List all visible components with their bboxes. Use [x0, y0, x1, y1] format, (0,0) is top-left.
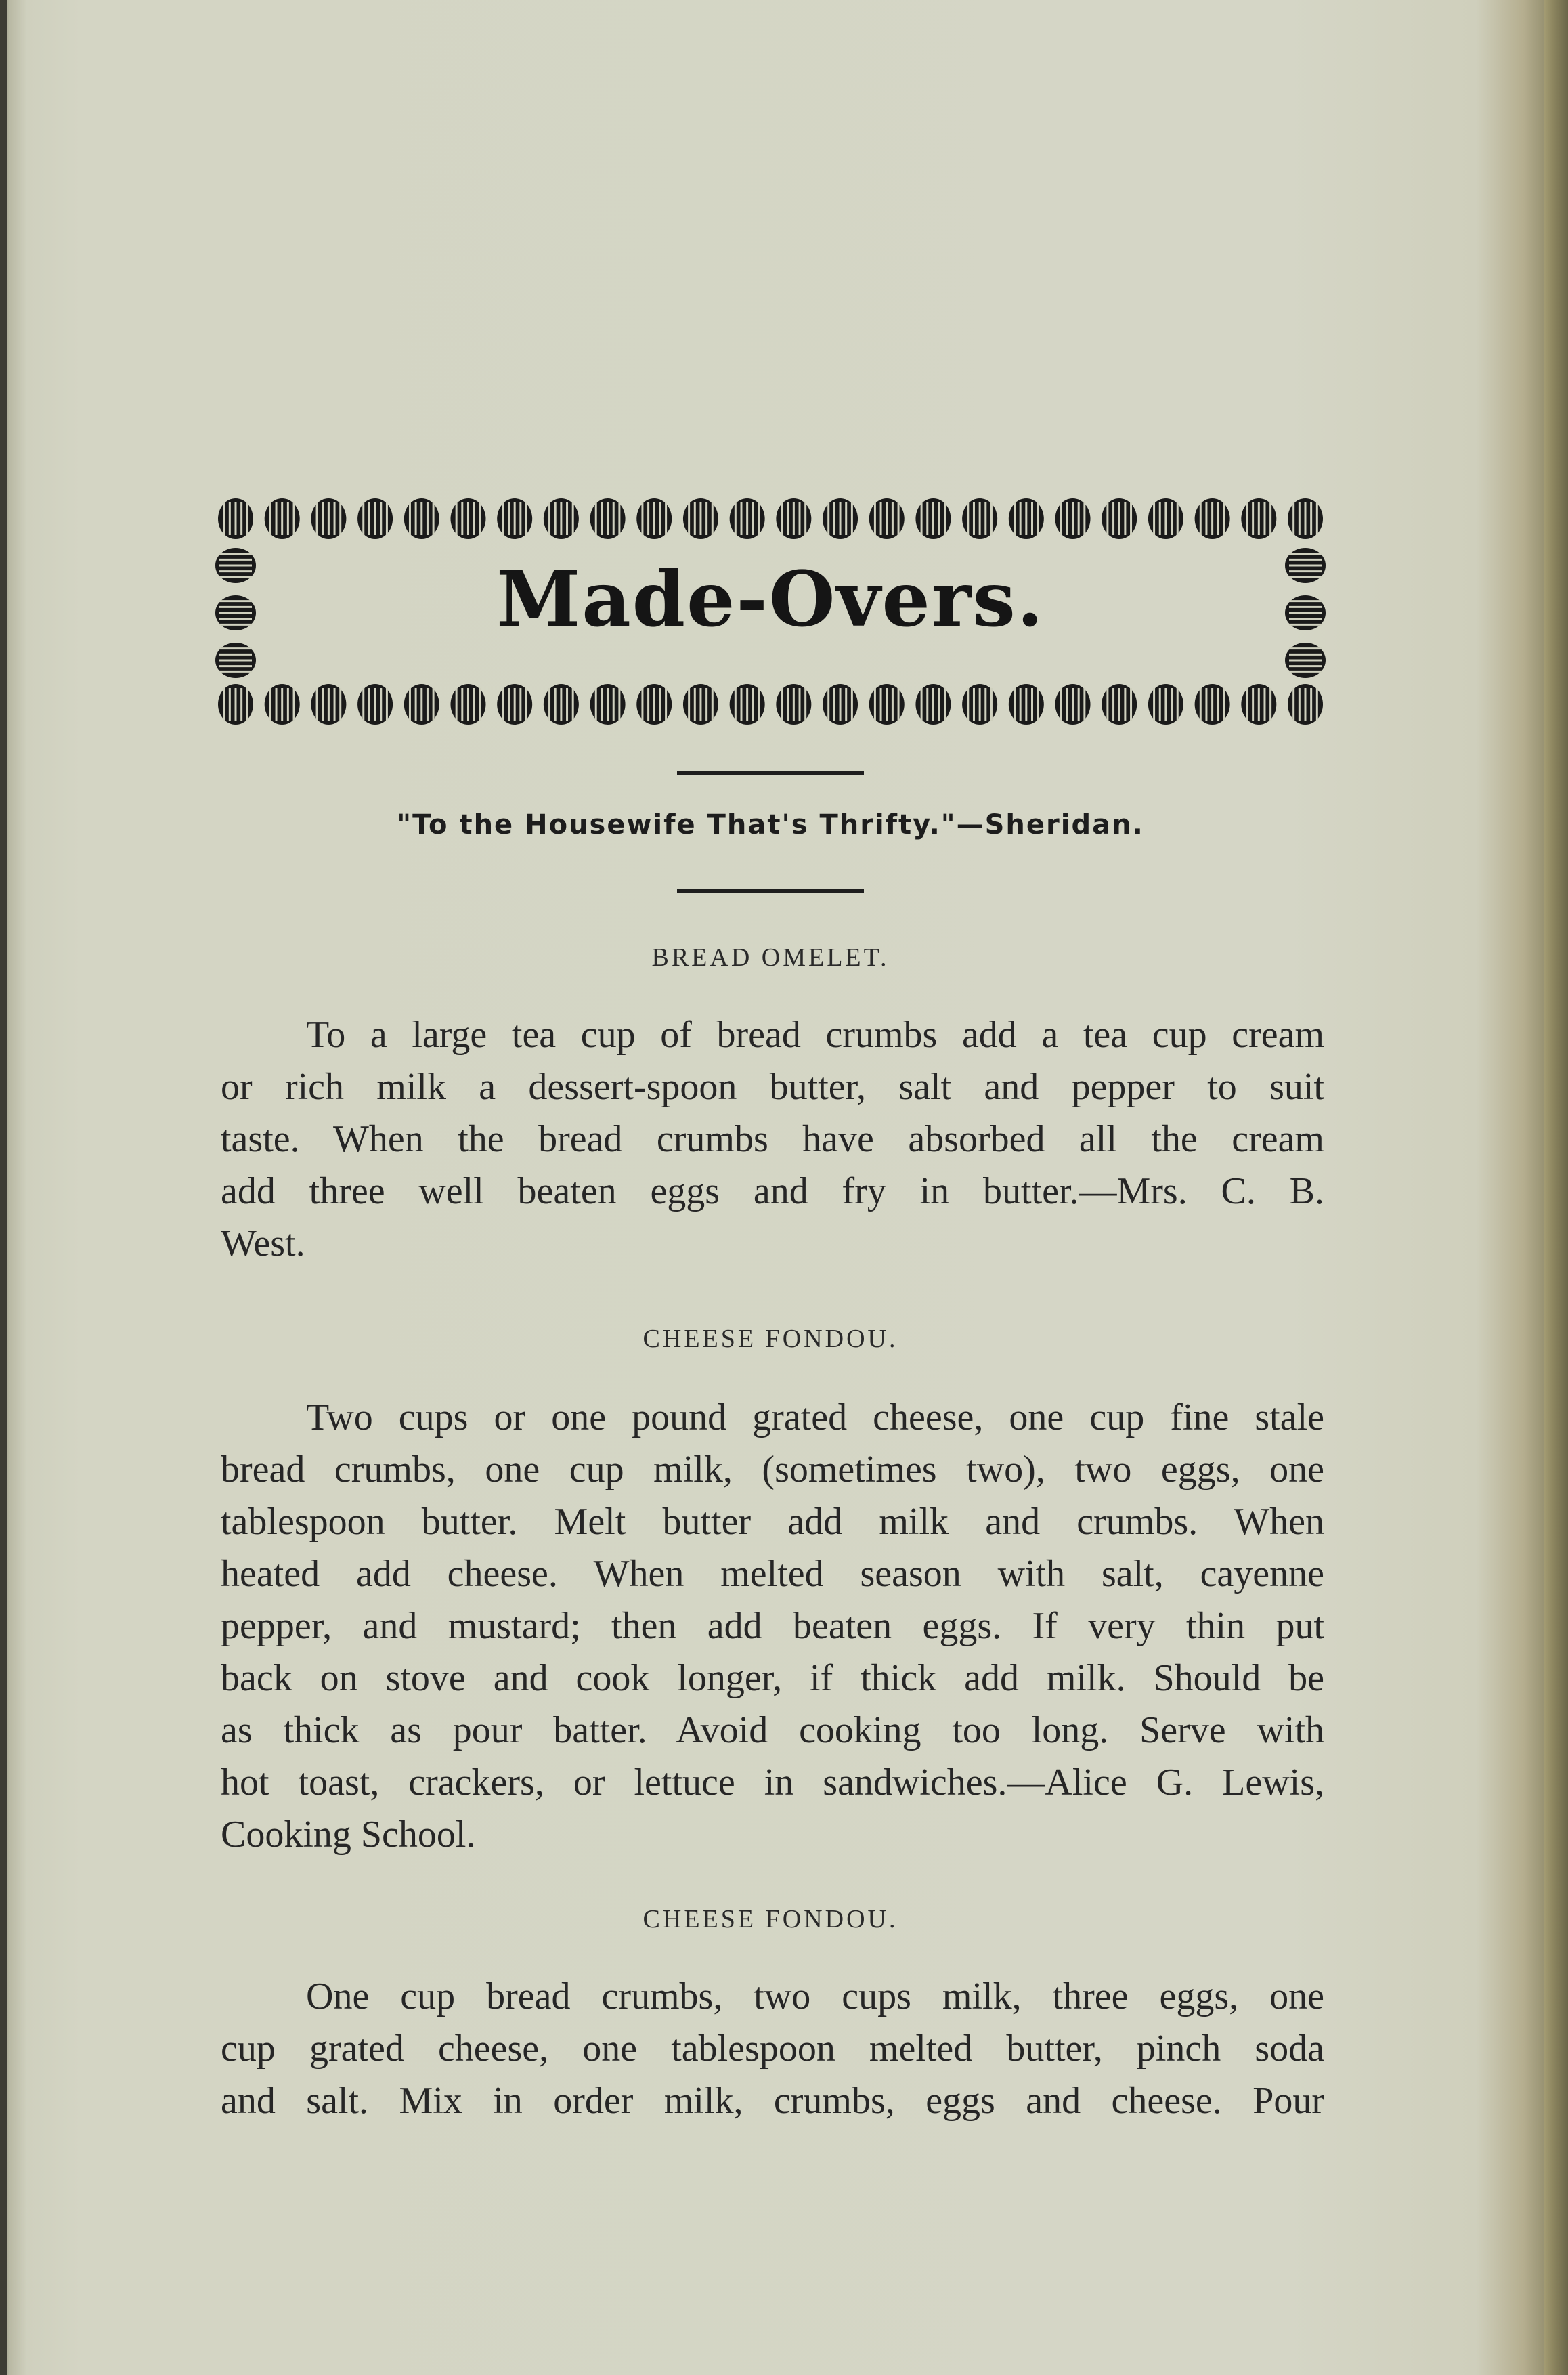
page-spine-shadow — [0, 0, 7, 2375]
border-ornament-icon — [1288, 684, 1323, 725]
text-line: pepper, and mustard; then add beaten eggs. If very thin put — [221, 1605, 1324, 1647]
border-ornament-icon — [869, 498, 905, 539]
border-ornament-icon — [1148, 684, 1183, 725]
border-ornament-icon — [590, 684, 626, 725]
border-ornament-icon — [218, 684, 253, 725]
border-ornament-icon — [730, 684, 765, 725]
border-ornament-icon — [636, 684, 672, 725]
text-line: cup grated cheese, one tablespoon melted butter, pinch soda — [221, 2028, 1324, 2070]
text-line: heated add cheese. When melted season with salt, cayenne — [221, 1553, 1324, 1595]
border-ornament-icon — [404, 684, 439, 725]
border-ornament-icon — [730, 498, 765, 539]
border-ornament-icon — [590, 498, 626, 539]
recipe-text-bread-omelet — [221, 1009, 1324, 1270]
border-ornament-icon — [450, 498, 485, 539]
border-ornament-icon — [1102, 684, 1137, 725]
border-ornament-icon — [823, 498, 858, 539]
border-ornament-icon — [962, 684, 997, 725]
recipe-title-cheese-fondou-1: CHEESE FONDOU. — [643, 1325, 898, 1353]
text-line: One cup bread crumbs, two cups milk, three eggs, one — [306, 1975, 1324, 2017]
border-ornament-icon — [544, 498, 579, 539]
border-ornament-icon — [311, 498, 346, 539]
text-line: back on stove and cook longer, if thick add milk. Should be — [221, 1657, 1324, 1699]
recipe-title-bread-omelet: BREAD OMELET. — [651, 943, 890, 972]
text-line: Cooking School. — [221, 1814, 476, 1856]
border-ornament-icon — [404, 498, 439, 539]
text-line: tablespoon butter. Melt butter add milk and crumbs. When — [221, 1501, 1324, 1543]
recipe-text-cheese-fondou-1 — [221, 1392, 1324, 1861]
recipe-title-cheese-fondou-2: CHEESE FONDOU. — [643, 1905, 898, 1933]
page-edge — [1544, 0, 1568, 2375]
text-line: Two cups or one pound grated cheese, one cup fine stale — [306, 1396, 1324, 1438]
border-ornament-icon — [544, 684, 579, 725]
border-ornament-icon — [915, 498, 951, 539]
recipe-text-cheese-fondou-2 — [221, 1971, 1324, 2127]
border-ornament-icon — [497, 498, 532, 539]
border-ornament-icon — [1285, 643, 1326, 678]
text-line: add three well beaten eggs and fry in butter.—Mrs. C. B. — [221, 1170, 1324, 1212]
text-line: or rich milk a dessert-spoon butter, salt and pepper to suit — [221, 1066, 1324, 1108]
border-ornament-icon — [497, 684, 532, 725]
border-ornament-icon — [1195, 498, 1230, 539]
border-ornament-icon — [1055, 684, 1091, 725]
text-line: as thick as pour batter. Avoid cooking too long. Serve with — [221, 1709, 1324, 1751]
border-ornament-icon — [357, 498, 393, 539]
border-ornament-icon — [1102, 498, 1137, 539]
border-ornament-icon — [683, 684, 718, 725]
border-ornament-icon — [1241, 498, 1276, 539]
border-ornament-icon — [1241, 684, 1276, 725]
border-ornament-icon — [1288, 498, 1323, 539]
border-ornament-icon — [1009, 498, 1044, 539]
border-ornament-icon — [218, 498, 253, 539]
border-ornament-icon — [265, 684, 300, 725]
text-line: bread crumbs, one cup milk, (sometimes two), two eggs, one — [221, 1449, 1324, 1491]
border-ornament-icon — [962, 498, 997, 539]
border-ornament-icon — [1195, 684, 1230, 725]
border-ornament-icon — [915, 684, 951, 725]
border-ornament-icon — [636, 498, 672, 539]
text-line: To a large tea cup of bread crumbs add a tea cup cream — [306, 1014, 1324, 1056]
border-ornament-icon — [265, 498, 300, 539]
divider-rule-bottom — [677, 889, 864, 893]
border-ornament-icon — [683, 498, 718, 539]
text-line: taste. When the bread crumbs have absorbed all the cream — [221, 1118, 1324, 1160]
border-ornament-icon — [776, 498, 811, 539]
divider-rule-top — [677, 771, 864, 775]
border-ornament-icon — [869, 684, 905, 725]
border-ornament-icon — [823, 684, 858, 725]
chapter-epigraph: "To the Housewife That's Thrifty."—Sheridan. — [397, 809, 1144, 840]
border-ornament-icon — [215, 643, 256, 678]
text-line: and salt. Mix in order milk, crumbs, eggs and cheese. Pour — [221, 2080, 1324, 2122]
border-ornament-icon — [357, 684, 393, 725]
border-ornament-icon — [776, 684, 811, 725]
chapter-title: Made-Overs. — [496, 555, 1045, 644]
text-line: hot toast, crackers, or lettuce in sandwiches.—Alice G. Lewis, — [221, 1761, 1324, 1803]
text-line: West. — [221, 1222, 305, 1264]
border-ornament-icon — [450, 684, 485, 725]
border-ornament-icon — [1148, 498, 1183, 539]
border-ornament-icon — [1009, 684, 1044, 725]
chapter-header-ornament-box — [215, 494, 1326, 728]
border-ornament-icon — [1055, 498, 1091, 539]
border-ornament-icon — [311, 684, 346, 725]
